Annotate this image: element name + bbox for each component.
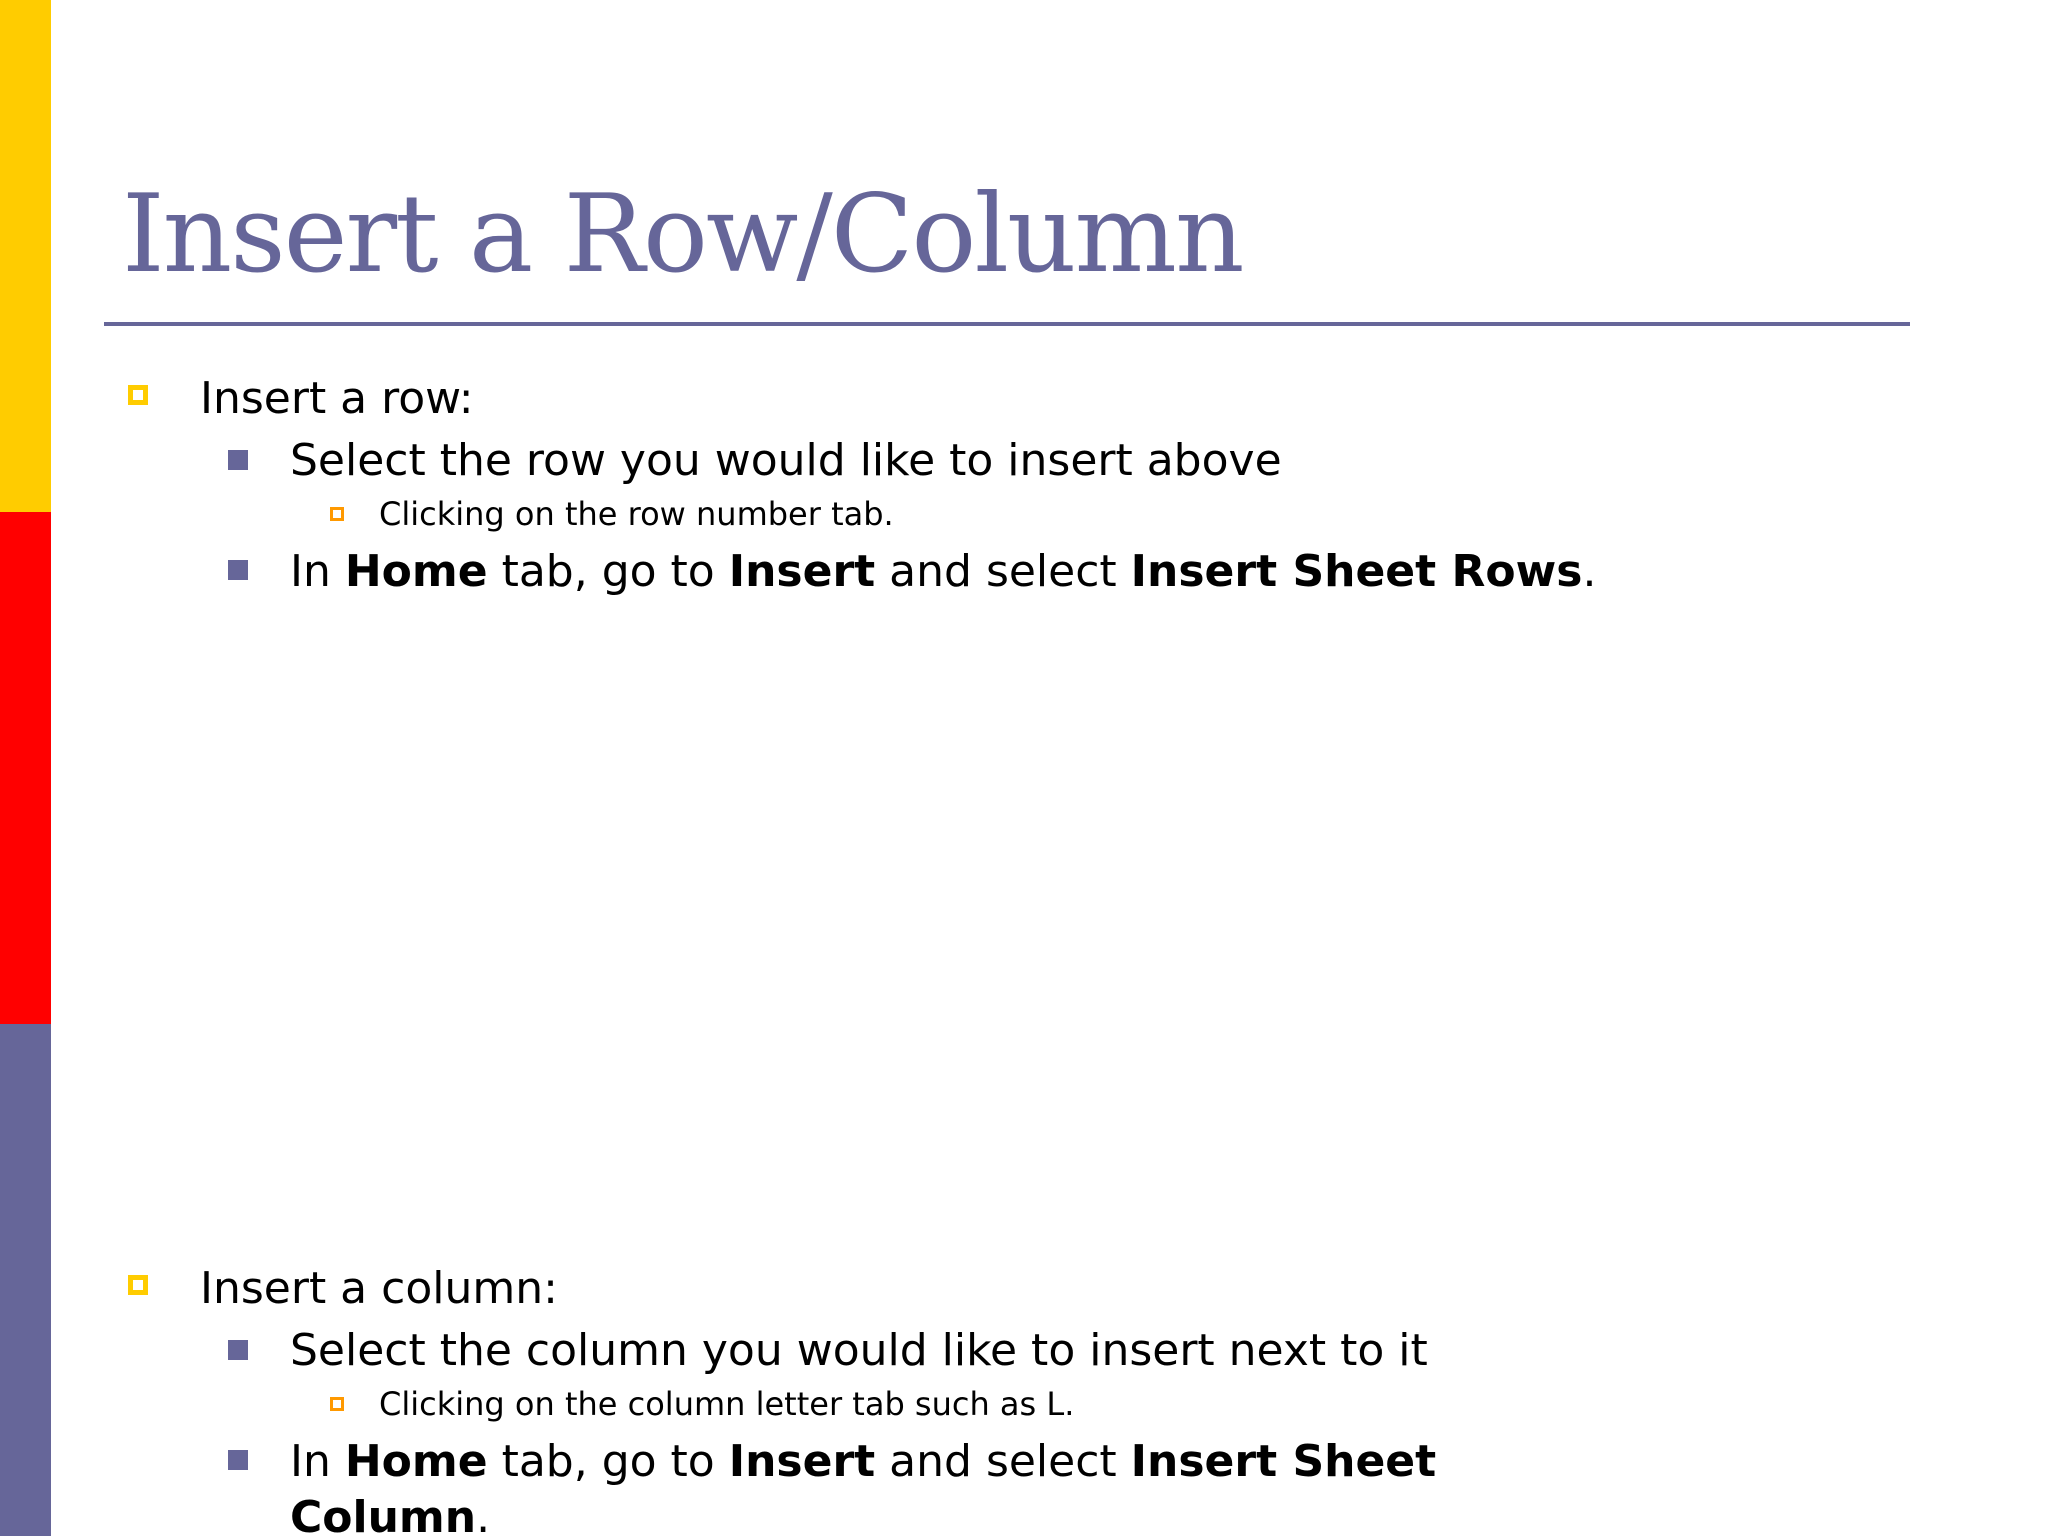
title-underline (104, 322, 1910, 326)
row-tip-text: Clicking on the row number tab. (379, 495, 894, 533)
instruction-in: In (290, 546, 345, 597)
sidebar-yellow-band (0, 0, 51, 512)
level3-bullet-icon (330, 1397, 344, 1411)
instruction-go-to: tab, go to (487, 1436, 729, 1487)
instruction-and-select: and select (875, 546, 1131, 597)
sidebar-red-band (0, 512, 51, 1024)
select-column-text: Select the column you would like to insert next to it (290, 1325, 1428, 1376)
sidebar-color-bar (0, 0, 51, 1536)
slide-title: Insert a Row/Column (122, 172, 1243, 297)
level2-bullet-icon (228, 1340, 248, 1360)
insert-menu-name: Insert (728, 1436, 876, 1487)
instruction-and-select: and select (875, 1436, 1131, 1487)
level3-bullet-icon (330, 507, 344, 521)
level2-bullet-icon (228, 450, 248, 470)
level2-bullet-icon (228, 560, 248, 580)
insert-column-instruction (290, 1434, 1436, 1536)
insert-menu-name: Insert (728, 546, 876, 597)
instruction-in: In (290, 1436, 345, 1487)
insert-sheet-command-part2: Column (290, 1492, 477, 1536)
instruction-go-to: tab, go to (487, 546, 729, 597)
insert-sheet-command-part1: Insert Sheet (1130, 1436, 1437, 1487)
instruction-period: . (476, 1492, 491, 1536)
column-tip-text: Clicking on the column letter tab such as L. (379, 1385, 1075, 1423)
home-tab-name: Home (344, 546, 488, 597)
level1-bullet-icon (128, 1275, 148, 1295)
insert-row-instruction (290, 544, 1596, 600)
instruction-period: . (1582, 546, 1597, 597)
level1-bullet-icon (128, 385, 148, 405)
section-heading-column: Insert a column: (200, 1263, 558, 1314)
level2-bullet-icon (228, 1450, 248, 1470)
section-heading-row: Insert a row: (200, 373, 474, 424)
select-row-text: Select the row you would like to insert above (290, 435, 1282, 486)
sidebar-purple-band (0, 1024, 51, 1536)
home-tab-name: Home (344, 1436, 488, 1487)
insert-sheet-rows-command: Insert Sheet Rows (1130, 546, 1583, 597)
